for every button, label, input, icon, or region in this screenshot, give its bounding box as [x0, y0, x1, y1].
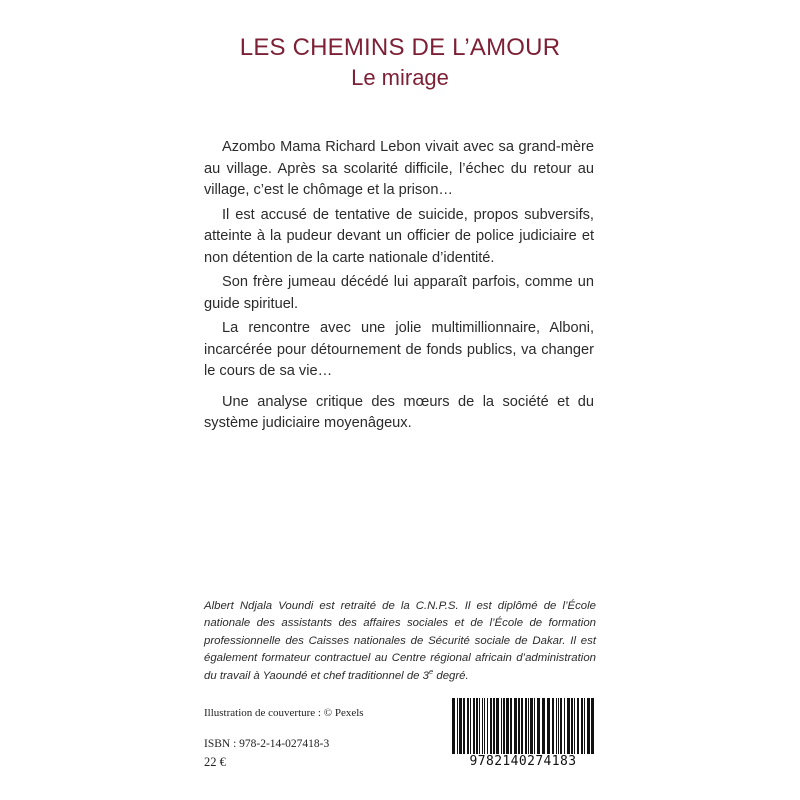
barcode-bar — [591, 698, 594, 760]
barcode-bar — [577, 698, 579, 754]
barcode-bar — [470, 698, 471, 754]
barcode-bar — [547, 698, 550, 754]
barcode-bar — [514, 698, 517, 754]
barcode-bar — [537, 698, 540, 754]
barcode-bar — [556, 698, 557, 754]
barcode-bar — [484, 698, 485, 754]
blurb-paragraph: Son frère jumeau décédé lui apparaît parfois, comme un guide spirituel. — [204, 274, 594, 312]
barcode-bar — [564, 698, 565, 754]
barcode-bar — [542, 698, 545, 754]
barcode-bar — [552, 698, 554, 754]
barcode-bar — [581, 698, 583, 754]
blurb-paragraph: Une analyse critique des mœurs de la société et du système judiciaire moyenâgeux. — [204, 393, 594, 431]
barcode-bar — [530, 698, 533, 754]
author-bio-text: Albert Ndjala Voundi est retraité de la C.N.P.S. Il est diplômé de l’École nationale des assistants des affaires sociales et de l’École de formation professionnelle des Caisses nationales de Sécurité sociale de Dakar. Il est également formateur contractuel au Centre régional africain d’administration du travail à Yaoundé et chef traditionnel de 3 — [204, 600, 596, 682]
cover-credit: Illustration de couverture : © Pexels — [204, 707, 364, 719]
author-bio-end: degré. — [433, 669, 469, 682]
price: 22 € — [204, 755, 226, 769]
barcode-bar — [528, 698, 529, 754]
blurb-paragraph: La rencontre avec une jolie multimillionnaire, Alboni, incarcérée pour détournement de fonds publics, va changer le cours de sa vie… — [204, 320, 594, 379]
barcode-bar — [567, 698, 570, 754]
barcode-bar — [496, 698, 499, 754]
book-subtitle: Le mirage — [351, 65, 449, 90]
barcode-bar — [452, 698, 455, 760]
author-bio — [204, 598, 596, 685]
barcode-bar — [476, 698, 478, 754]
barcode-bar — [525, 698, 527, 754]
barcode-bar — [518, 698, 520, 754]
barcode-bar — [463, 698, 465, 754]
barcode-bar — [510, 698, 512, 754]
barcode-bar — [521, 698, 523, 760]
author-bio-superscript: e — [429, 666, 434, 676]
barcode-bar — [534, 698, 535, 754]
barcode — [448, 698, 598, 778]
barcode-bar — [482, 698, 483, 754]
barcode-bar — [479, 698, 480, 754]
barcode-bar — [467, 698, 469, 754]
blurb-paragraph: Il est accusé de tentative de suicide, propos subversifs, atteinte à la pudeur devant un officier de police judiciaire et non détention de la carte nationale d’identité. — [204, 206, 594, 266]
blurb-paragraph: Azombo Mama Richard Lebon vivait avec sa grand-mère au village. Après sa scolarité difficile, l’échec du retour au village, c’est le chômage et la prison… — [204, 139, 594, 198]
isbn: ISBN : 978-2-14-027418-3 — [204, 738, 330, 750]
barcode-number: 9782140274183 — [448, 754, 598, 769]
barcode-bar — [558, 698, 559, 754]
barcode-bar — [457, 698, 458, 754]
book-title: LES CHEMINS DE L’AMOUR — [239, 34, 561, 61]
barcode-bar — [503, 698, 505, 754]
barcode-bar — [574, 698, 575, 754]
barcode-bar — [560, 698, 562, 754]
barcode-bars — [448, 698, 598, 760]
barcode-bar — [459, 698, 462, 754]
barcode-bar — [571, 698, 573, 754]
barcode-bar — [587, 698, 590, 754]
barcode-bar — [490, 698, 492, 754]
barcode-bar — [487, 698, 488, 754]
barcode-bar — [506, 698, 509, 754]
blurb — [204, 137, 594, 438]
barcode-bar — [501, 698, 502, 754]
barcode-bar — [473, 698, 475, 754]
barcode-bar — [584, 698, 585, 754]
barcode-bar — [493, 698, 495, 754]
